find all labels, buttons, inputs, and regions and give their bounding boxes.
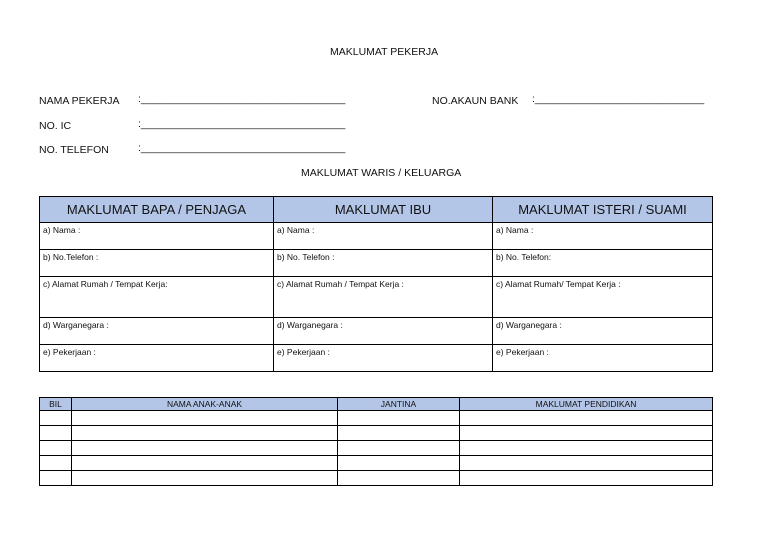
bank-account-field[interactable]: :_____________________________ — [532, 93, 705, 105]
header-spouse: MAKLUMAT ISTERI / SUAMI — [493, 197, 713, 223]
spouse-occupation-cell[interactable]: e) Pekerjaan : — [493, 345, 713, 372]
ic-number-label: NO. IC — [39, 120, 72, 132]
page-title: MAKLUMAT PEKERJA — [330, 46, 439, 58]
employee-name-field[interactable]: :___________________________________ — [138, 93, 346, 105]
education-cell[interactable] — [460, 471, 713, 486]
table-row — [40, 426, 713, 441]
table-row — [40, 456, 713, 471]
mother-phone-cell[interactable]: b) No. Telefon : — [274, 250, 493, 277]
children-table — [39, 397, 713, 486]
bil-cell[interactable] — [40, 456, 72, 471]
mother-nationality-cell[interactable]: d) Warganegara : — [274, 318, 493, 345]
bil-cell[interactable] — [40, 471, 72, 486]
family-table-header-row — [40, 197, 713, 223]
father-nationality-cell[interactable]: d) Warganegara : — [40, 318, 274, 345]
education-cell[interactable] — [460, 426, 713, 441]
family-info-table — [39, 196, 713, 372]
table-row — [40, 277, 713, 318]
header-father-guardian: MAKLUMAT BAPA / PENJAGA — [40, 197, 274, 223]
father-name-cell[interactable]: a) Nama : — [40, 223, 274, 250]
bil-cell[interactable] — [40, 411, 72, 426]
gender-cell[interactable] — [338, 471, 460, 486]
table-row — [40, 223, 713, 250]
child-name-cell[interactable] — [72, 426, 338, 441]
employee-name-label: NAMA PEKERJA — [39, 95, 120, 107]
spouse-nationality-cell[interactable]: d) Warganegara : — [493, 318, 713, 345]
gender-cell[interactable] — [338, 426, 460, 441]
education-cell[interactable] — [460, 411, 713, 426]
table-row — [40, 318, 713, 345]
spouse-name-cell[interactable]: a) Nama : — [493, 223, 713, 250]
header-gender: JANTINA — [338, 398, 460, 411]
header-bil: BIL — [40, 398, 72, 411]
table-row — [40, 250, 713, 277]
header-education: MAKLUMAT PENDIDIKAN — [460, 398, 713, 411]
header-mother: MAKLUMAT IBU — [274, 197, 493, 223]
child-name-cell[interactable] — [72, 411, 338, 426]
child-name-cell[interactable] — [72, 456, 338, 471]
father-occupation-cell[interactable]: e) Pekerjaan : — [40, 345, 274, 372]
education-cell[interactable] — [460, 456, 713, 471]
gender-cell[interactable] — [338, 441, 460, 456]
header-children-name: NAMA ANAK-ANAK — [72, 398, 338, 411]
mother-address-cell[interactable]: c) Alamat Rumah / Tempat Kerja : — [274, 277, 493, 318]
father-address-cell[interactable]: c) Alamat Rumah / Tempat Kerja: — [40, 277, 274, 318]
spouse-phone-cell[interactable]: b) No. Telefon: — [493, 250, 713, 277]
spouse-address-cell[interactable]: c) Alamat Rumah/ Tempat Kerja : — [493, 277, 713, 318]
table-row — [40, 441, 713, 456]
phone-number-label: NO. TELEFON — [39, 144, 109, 156]
child-name-cell[interactable] — [72, 471, 338, 486]
education-cell[interactable] — [460, 441, 713, 456]
ic-number-field[interactable]: :___________________________________ — [138, 118, 346, 130]
table-row — [40, 345, 713, 372]
bil-cell[interactable] — [40, 426, 72, 441]
children-table-header-row — [40, 398, 713, 411]
bank-account-label: NO.AKAUN BANK — [432, 95, 519, 107]
table-row — [40, 471, 713, 486]
father-phone-cell[interactable]: b) No.Telefon : — [40, 250, 274, 277]
gender-cell[interactable] — [338, 411, 460, 426]
phone-number-field[interactable]: :___________________________________ — [138, 142, 346, 154]
gender-cell[interactable] — [338, 456, 460, 471]
section-title: MAKLUMAT WARIS / KELUARGA — [301, 167, 462, 179]
mother-occupation-cell[interactable]: e) Pekerjaan : — [274, 345, 493, 372]
table-row — [40, 411, 713, 426]
mother-name-cell[interactable]: a) Nama : — [274, 223, 493, 250]
bil-cell[interactable] — [40, 441, 72, 456]
child-name-cell[interactable] — [72, 441, 338, 456]
